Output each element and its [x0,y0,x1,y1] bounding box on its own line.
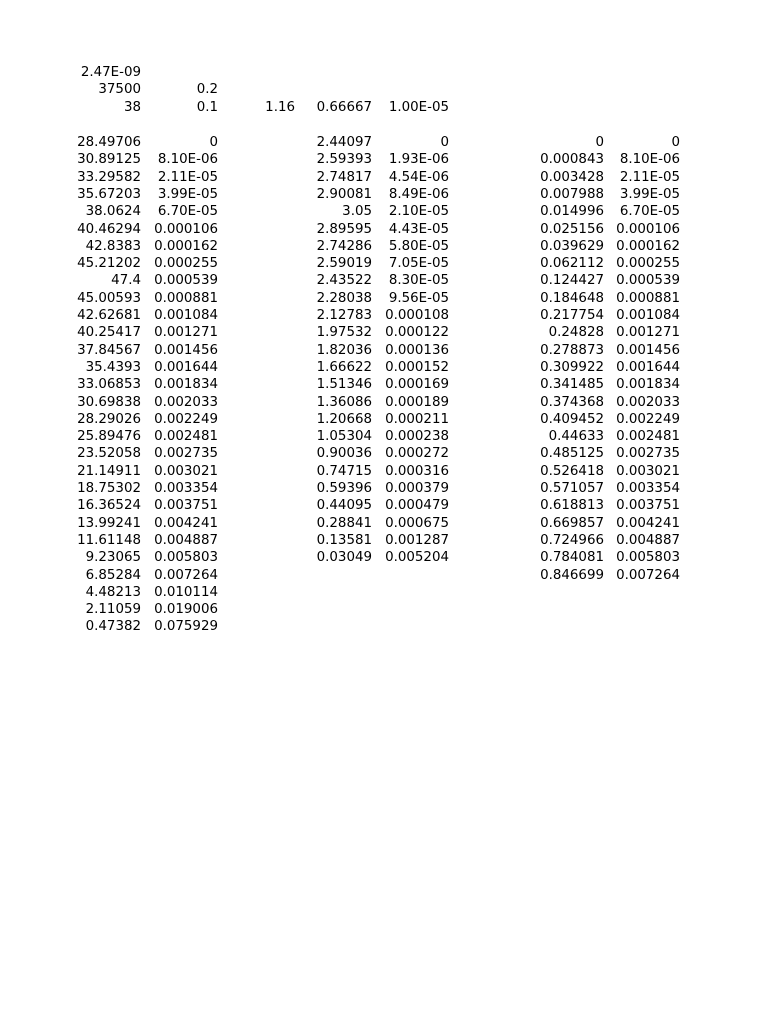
data-cell[interactable]: 0.002249 [616,411,680,427]
data-cell[interactable]: 0.001287 [385,532,449,548]
data-cell[interactable]: 40.25417 [77,325,141,341]
data-cell[interactable]: 0.003751 [616,498,680,514]
data-cell[interactable]: 30.89125 [77,152,141,168]
data-cell[interactable]: 28.49706 [77,135,141,150]
data-cell[interactable]: 0.005204 [385,550,449,566]
data-cell[interactable]: 0.004241 [154,515,218,531]
data-cell[interactable]: 0.000162 [154,238,218,254]
data-cell[interactable]: 0.004241 [616,515,680,531]
data-cell[interactable]: 2.74817 [316,169,372,185]
data-cell[interactable]: 35.67203 [77,186,141,202]
data-cell[interactable]: 9.23065 [85,550,141,566]
data-cell[interactable]: 0.784081 [540,550,604,566]
data-cell[interactable]: 0.44633 [548,429,604,445]
data-cell[interactable]: 0.846699 [540,567,604,583]
data-cell[interactable]: 2.28038 [316,290,372,306]
data-cell[interactable]: 2.12783 [316,308,372,323]
data-cell[interactable]: 18.75302 [77,481,141,496]
data-cell[interactable]: 0.000843 [540,152,604,168]
data-cell[interactable]: 2.44097 [316,135,372,150]
header-cell[interactable]: 0.1 [196,99,218,115]
data-cell[interactable]: 0.000106 [154,221,218,237]
data-cell[interactable]: 23.52058 [77,446,141,462]
data-cell[interactable]: 0.002249 [154,411,218,427]
data-cell[interactable]: 0.28841 [316,515,372,531]
data-cell[interactable]: 45.00593 [77,290,141,306]
data-cell[interactable]: 28.29026 [77,411,141,427]
data-cell[interactable]: 0.002033 [616,394,680,410]
data-cell[interactable]: 0.669857 [540,515,604,531]
data-cell[interactable]: 21.14911 [77,463,141,479]
data-cell[interactable]: 0 [595,135,604,150]
data-cell[interactable]: 0.03049 [316,550,372,566]
data-cell[interactable]: 38.0624 [85,204,141,220]
data-cell[interactable]: 2.11E-05 [619,169,680,185]
data-cell[interactable]: 0.000255 [616,256,680,272]
data-cell[interactable]: 0.000108 [385,308,449,323]
data-cell[interactable]: 0.74715 [316,463,372,479]
header-cell[interactable]: 1.16 [265,99,295,115]
data-cell[interactable]: 0.002735 [154,446,218,462]
data-cell[interactable]: 16.36524 [77,498,141,514]
data-cell[interactable]: 2.11E-05 [157,169,218,185]
data-cell[interactable]: 0 [440,135,449,150]
data-cell[interactable]: 1.20668 [316,411,372,427]
data-cell[interactable]: 0.000122 [385,325,449,341]
data-cell[interactable]: 1.97532 [316,325,372,341]
data-cell[interactable]: 2.74286 [316,238,372,254]
data-cell[interactable]: 11.61148 [77,532,141,548]
header-cell[interactable]: 0.66667 [316,99,372,115]
data-cell[interactable]: 3.99E-05 [619,186,680,202]
data-cell[interactable]: 0.47382 [85,619,141,635]
data-cell[interactable]: 0.001834 [616,377,680,393]
data-cell[interactable]: 42.8383 [85,238,141,254]
data-cell[interactable]: 0.90036 [316,446,372,462]
data-cell[interactable]: 0.007264 [154,567,218,583]
data-cell[interactable]: 30.69838 [77,394,141,410]
data-cell[interactable]: 45.21202 [77,256,141,272]
data-cell[interactable]: 0.000316 [385,463,449,479]
data-cell[interactable]: 4.48213 [85,584,141,600]
data-cell[interactable]: 0.618813 [540,498,604,514]
data-cell[interactable]: 0.000881 [616,290,680,306]
data-cell[interactable]: 0.24828 [548,325,604,341]
data-cell[interactable]: 0.59396 [316,481,372,496]
data-cell[interactable]: 0.000255 [154,256,218,272]
data-cell[interactable]: 8.10E-06 [619,152,680,168]
data-cell[interactable]: 1.82036 [316,342,372,358]
data-cell[interactable]: 2.11059 [85,602,141,618]
data-cell[interactable]: 0.005803 [616,550,680,566]
data-cell[interactable]: 8.49E-06 [388,186,449,202]
data-cell[interactable]: 6.70E-05 [619,204,680,220]
data-cell[interactable]: 0.000169 [385,377,449,393]
data-cell[interactable]: 0.724966 [540,532,604,548]
data-cell[interactable]: 6.70E-05 [157,204,218,220]
data-cell[interactable]: 0.039629 [540,238,604,254]
data-cell[interactable]: 2.10E-05 [388,204,449,220]
data-cell[interactable]: 0.007988 [540,186,604,202]
data-cell[interactable]: 0.002481 [154,429,218,445]
data-cell[interactable]: 9.56E-05 [388,290,449,306]
data-cell[interactable]: 0.13581 [316,532,372,548]
data-cell[interactable]: 0.014996 [540,204,604,220]
data-cell[interactable]: 0.003021 [154,463,218,479]
data-cell[interactable]: 0.000272 [385,446,449,462]
data-cell[interactable]: 3.05 [342,204,372,220]
data-cell[interactable]: 0.001456 [154,342,218,358]
data-cell[interactable]: 0.000162 [616,238,680,254]
data-cell[interactable]: 1.36086 [316,394,372,410]
data-cell[interactable]: 33.06853 [77,377,141,393]
data-cell[interactable]: 0.001834 [154,377,218,393]
data-cell[interactable]: 0.341485 [540,377,604,393]
data-cell[interactable]: 0.004887 [154,532,218,548]
data-cell[interactable]: 0.000881 [154,290,218,306]
data-cell[interactable]: 0.001644 [616,359,680,375]
data-cell[interactable]: 0.526418 [540,463,604,479]
data-cell[interactable]: 0.217754 [540,308,604,323]
data-cell[interactable]: 5.80E-05 [388,238,449,254]
data-cell[interactable]: 1.51346 [316,377,372,393]
data-cell[interactable]: 1.66622 [316,359,372,375]
data-cell[interactable]: 0.000539 [616,273,680,289]
data-cell[interactable]: 0.003751 [154,498,218,514]
data-cell[interactable]: 4.54E-06 [388,169,449,185]
data-cell[interactable]: 0.003021 [616,463,680,479]
data-cell[interactable]: 2.59393 [316,152,372,168]
data-cell[interactable]: 0.002481 [616,429,680,445]
data-cell[interactable]: 4.43E-05 [388,221,449,237]
data-cell[interactable]: 0.075929 [154,619,218,635]
data-cell[interactable]: 33.29582 [77,169,141,185]
header-cell[interactable]: 2.47E-09 [80,65,141,80]
data-cell[interactable]: 0.374368 [540,394,604,410]
data-cell[interactable]: 35.4393 [85,359,141,375]
data-cell[interactable]: 7.05E-05 [388,256,449,272]
data-cell[interactable]: 0.062112 [540,256,604,272]
data-cell[interactable]: 0.003428 [540,169,604,185]
data-cell[interactable]: 0.002033 [154,394,218,410]
data-cell[interactable]: 0.004887 [616,532,680,548]
data-cell[interactable]: 0.001084 [154,308,218,323]
data-cell[interactable]: 13.99241 [77,515,141,531]
data-cell[interactable]: 0.44095 [316,498,372,514]
data-cell[interactable]: 0.001084 [616,308,680,323]
header-cell[interactable]: 38 [123,99,141,115]
data-cell[interactable]: 0 [209,135,218,150]
data-cell[interactable]: 0.485125 [540,446,604,462]
data-cell[interactable]: 47.4 [111,273,141,289]
data-cell[interactable]: 0.571057 [540,481,604,496]
data-cell[interactable]: 2.59019 [316,256,372,272]
data-cell[interactable]: 0.001271 [616,325,680,341]
data-cell[interactable]: 0.001271 [154,325,218,341]
data-cell[interactable]: 0.025156 [540,221,604,237]
header-cell[interactable]: 1.00E-05 [388,99,449,115]
data-cell[interactable]: 40.46294 [77,221,141,237]
data-cell[interactable]: 8.30E-05 [388,273,449,289]
data-cell[interactable]: 0.000211 [385,411,449,427]
data-cell[interactable]: 0.000152 [385,359,449,375]
data-cell[interactable]: 0.000479 [385,498,449,514]
header-cell[interactable]: 0.2 [196,82,218,98]
data-cell[interactable]: 0.000379 [385,481,449,496]
data-cell[interactable]: 0.000539 [154,273,218,289]
data-cell[interactable]: 3.99E-05 [157,186,218,202]
data-cell[interactable]: 25.89476 [77,429,141,445]
data-cell[interactable]: 0.278873 [540,342,604,358]
data-cell[interactable]: 1.93E-06 [388,152,449,168]
data-cell[interactable]: 0.010114 [154,584,218,600]
header-cell[interactable]: 37500 [98,82,141,98]
data-cell[interactable]: 0.003354 [154,481,218,496]
data-cell[interactable]: 0.007264 [616,567,680,583]
data-cell[interactable]: 0.000106 [616,221,680,237]
data-cell[interactable]: 0 [671,135,680,150]
data-cell[interactable]: 2.43522 [316,273,372,289]
data-cell[interactable]: 37.84567 [77,342,141,358]
data-cell[interactable]: 0.000238 [385,429,449,445]
data-cell[interactable]: 0.002735 [616,446,680,462]
data-cell[interactable]: 0.003354 [616,481,680,496]
data-cell[interactable]: 2.90081 [316,186,372,202]
data-cell[interactable]: 0.000136 [385,342,449,358]
data-cell[interactable]: 0.000675 [385,515,449,531]
data-cell[interactable]: 0.019006 [154,602,218,618]
data-cell[interactable]: 1.05304 [316,429,372,445]
data-cell[interactable]: 6.85284 [85,567,141,583]
data-cell[interactable]: 0.001644 [154,359,218,375]
data-cell[interactable]: 0.005803 [154,550,218,566]
data-cell[interactable]: 0.409452 [540,411,604,427]
data-cell[interactable]: 8.10E-06 [157,152,218,168]
data-cell[interactable]: 0.124427 [540,273,604,289]
data-cell[interactable]: 0.184648 [540,290,604,306]
data-cell[interactable]: 0.309922 [540,359,604,375]
data-cell[interactable]: 0.001456 [616,342,680,358]
data-cell[interactable]: 2.89595 [316,221,372,237]
data-cell[interactable]: 0.000189 [385,394,449,410]
data-cell[interactable]: 42.62681 [77,308,141,323]
